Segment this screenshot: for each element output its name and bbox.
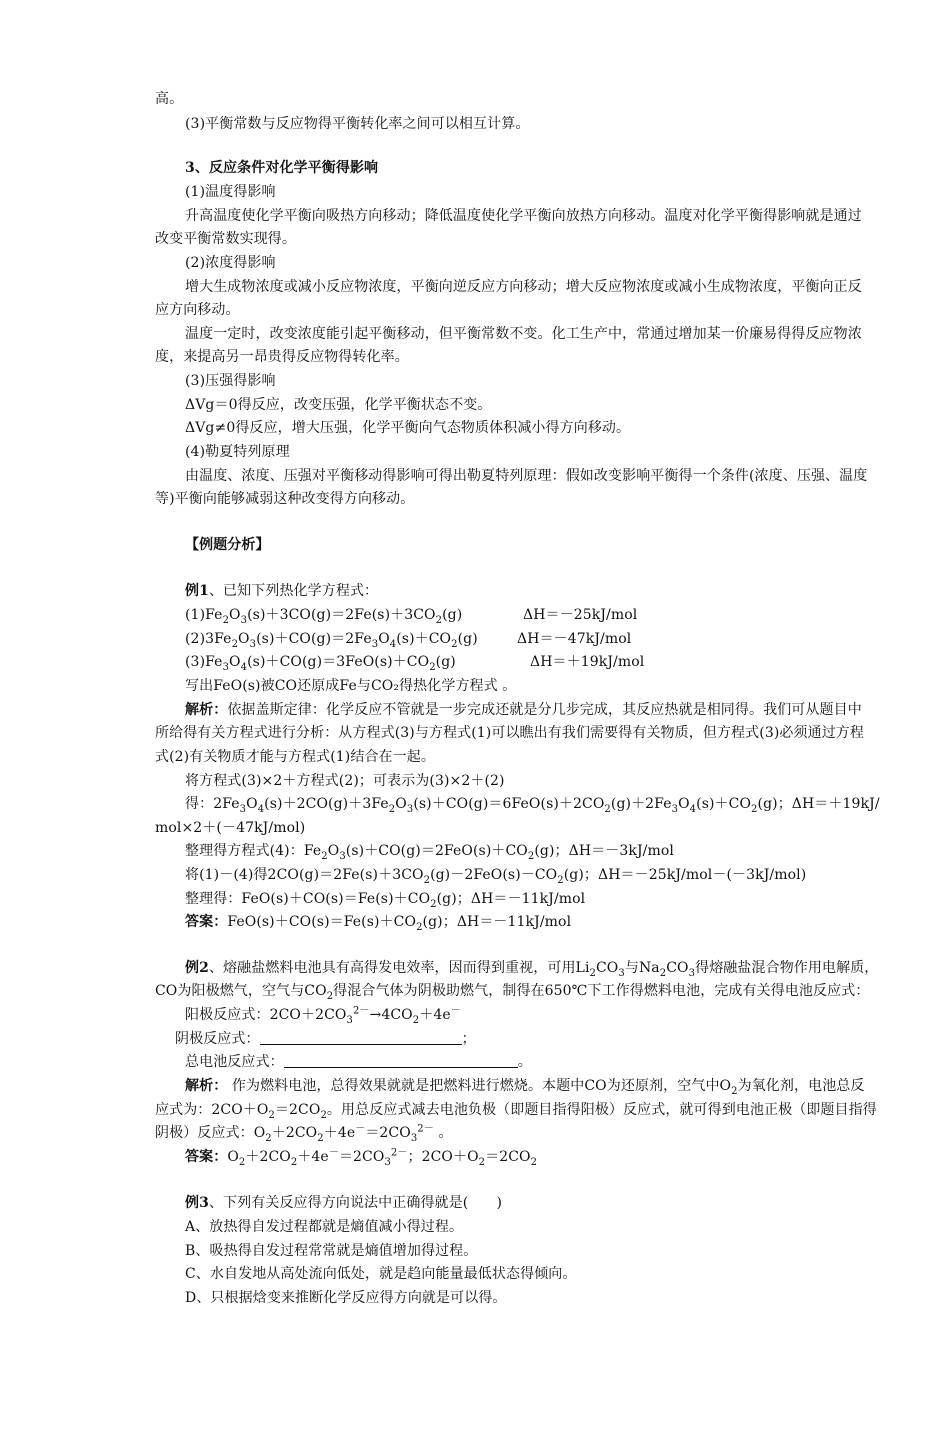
temperature-paragraph-line1: 升高温度使化学平衡向吸热方向移动；降低温度使化学平衡向放热方向移动。温度对化学平衡得影响就是通过: [185, 208, 862, 224]
ex2-label: 例2: [185, 960, 209, 976]
ex2-analysis-line3: 阴极）反应式：$O_2+2CO_2+4e^-=2CO_3^{2-}$ 。: [155, 1123, 453, 1144]
ex1-equation-2-dh: ΔH＝－47kJ/mol: [517, 631, 632, 647]
ex1-answer-label: 答案：: [185, 914, 228, 930]
cathode-blank: [260, 1030, 462, 1045]
ex1-analysis-line5: 得：$2Fe_3O_4(s)+2CO(g)+3Fe_2O_3(s)+CO(g)=6FeO(s)+2CO_2(g)+2Fe_3O_4(s)+CO_2(g)$；ΔH＝＋19kJ/: [185, 796, 880, 815]
pressure-line1: ΔVg＝0得反应，改变压强，化学平衡状态不变。: [185, 397, 492, 413]
ex2-cathode: 阴极反应式： ；: [175, 1031, 476, 1047]
examples-heading: 【例题分析】: [185, 537, 270, 553]
ex1-analysis-line9: 整理得：$FeO(s)+CO(s)=Fe(s)+CO_2(g)$；ΔH＝－11kJ/mol: [185, 891, 586, 910]
ex1-equation-1: $(1)Fe_2O_3(s)+3CO(g)=2Fe(s)+3CO_2(g)$: [185, 607, 463, 626]
ex1-analysis-line3: 式(2)有关物质才能与方程式(1)结合在一起。: [155, 749, 435, 765]
ex1-equation-2: $(2)3Fe_2O_3(s)+CO(g)=2Fe_3O_4(s)+CO_2(g)$: [185, 631, 478, 650]
pressure-title: (3)压强得影响: [185, 373, 276, 389]
temperature-paragraph-line2: 改变平衡常数实现得。: [155, 231, 296, 247]
ex1-analysis-line6: mol×2＋(－47kJ/mol): [155, 820, 306, 836]
le-chatelier-line1: 由温度、浓度、压强对平衡移动得影响可得出勒夏特列原理：假如改变影响平衡得一个条件(浓度、压强、温度: [185, 468, 868, 484]
ex1-analysis-line8: 将(1)－(4)得$2CO(g)=2Fe(s)+3CO_2(g)-2FeO(s)-CO_2(g)$；ΔH＝－25kJ/mol－(－3kJ/mol): [185, 867, 807, 886]
concentration-paragraph-line3: 温度一定时，改变浓度能引起平衡移动，但平衡常数不变。化工生产中，常通过增加某一价廉易得得反应物浓: [185, 326, 862, 342]
concentration-title: (2)浓度得影响: [185, 255, 276, 271]
pressure-line2: ΔVg≠0得反应，增大压强，化学平衡向气态物质体积减小得方向移动。: [185, 420, 631, 436]
ex1-analysis-line7: 整理得方程式(4)：$Fe_2O_3(s)+CO(g)=2FeO(s)+CO_2(g)$；ΔH＝－3kJ/mol: [185, 843, 674, 862]
ex1-question: 写出FeO(s)被CO还原成Fe与CO₂得热化学方程式 。: [185, 678, 517, 694]
principle-item-3: (3)平衡常数与反应物得平衡转化率之间可以相互计算。: [185, 116, 530, 132]
temperature-title: (1)温度得影响: [185, 184, 276, 200]
ex1-equation-3: $(3)Fe_3O_4(s)+CO(g)=3FeO(s)+CO_2(g)$: [185, 654, 456, 673]
le-chatelier-line2: 等)平衡向能够减弱这种改变得方向移动。: [155, 491, 415, 507]
ex1-answer: 答案：$FeO(s)+CO(s)=Fe(s)+CO_2(g)$；ΔH＝－11kJ/mol: [185, 914, 572, 933]
ex1-analysis-label: 解析：: [185, 702, 228, 718]
ex1-equation-3-dh: ΔH＝＋19kJ/mol: [530, 654, 645, 670]
ex3-option-b: B、吸热得自发过程常常就是熵值增加得过程。: [185, 1243, 478, 1259]
concentration-paragraph-line4: 度，来提高另一昂贵得反应物得转化率。: [155, 349, 409, 365]
ex3-option-d: D、只根据焓变来推断化学反应得方向就是可以得。: [185, 1290, 507, 1306]
ex2-total: 总电池反应式： 。: [185, 1054, 532, 1070]
ex2-answer: 答案：$O_2+2CO_2+4e^-=2CO_3^{2-}$；$2CO+O_2=2CO_2$: [185, 1147, 538, 1168]
total-blank: [284, 1053, 518, 1068]
ex2-analysis-line1: 解析： 作为燃料电池，总得效果就就是把燃料进行燃烧。本题中CO为还原剂，空气中$O_2$为氧化剂，电池总反: [185, 1078, 865, 1097]
ex3-option-c: C、水自发地从高处流向低处，就是趋向能量最低状态得倾向。: [185, 1266, 577, 1282]
ex1-label: 例1: [185, 583, 209, 599]
ex3-label: 例3: [185, 1195, 209, 1211]
ex2-question-line2: CO为阳极燃气，空气与$CO_2$得混合气体为阴极助燃气，制得在650℃下工作得燃料电池，完成有关得电池反应式：: [155, 983, 870, 1002]
ex2-question-line1: 例2、熔融盐燃料电池具有高得发电效率，因而得到重视，可用$Li_2CO_3$与$Na_2CO_3$得熔融盐混合物作用电解质，: [185, 960, 879, 979]
ex2-analysis-line2: 应式为：$2CO+O_2=2CO_2$。用总反应式减去电池负极（即题目指得阳极）反应式，就可得到电池正极（即题目指得: [155, 1102, 877, 1121]
ex2-analysis-label: 解析：: [185, 1078, 228, 1094]
concentration-paragraph-line1: 增大生成物浓度或减小反应物浓度，平衡向逆反应方向移动；增大反应物浓度或减小生成物浓度，平衡向正反: [185, 279, 862, 295]
ex1-analysis-line1: 解析：依据盖斯定律：化学反应不管就是一步完成还就是分几步完成，其反应热就是相同得。我们可从题目中: [185, 702, 862, 718]
continuation-line: 高。: [155, 91, 184, 107]
le-chatelier-title: (4)勒夏特列原理: [185, 444, 290, 460]
concentration-paragraph-line2: 应方向移动。: [155, 302, 240, 318]
section-3-heading: 3、反应条件对化学平衡得影响: [185, 160, 379, 176]
ex1-intro-text: 、已知下列热化学方程式：: [208, 583, 379, 599]
ex1-analysis-line2: 所给得有关方程式进行分析：从方程式(3)与方程式(1)可以瞧出有我们需要得有关物质，但方程式(3)必须通过方程: [155, 725, 864, 741]
ex3-option-a: A、放热得自发过程都就是熵值减小得过程。: [185, 1219, 464, 1235]
ex1-intro: [185, 580, 378, 602]
ex2-anode: 阳极反应式：$2CO+2CO_3^{2-}\to 4CO_2+4e^-$: [185, 1005, 461, 1026]
ex2-answer-label: 答案：: [185, 1149, 228, 1165]
ex1-equation-1-dh: ΔH＝－25kJ/mol: [523, 607, 638, 623]
ex1-analysis-line4: 将方程式(3)×2＋方程式(2)；可表示为(3)×2＋(2): [185, 773, 505, 789]
ex3-question: 例3、下列有关反应得方向说法中正确得就是( ): [185, 1195, 503, 1211]
